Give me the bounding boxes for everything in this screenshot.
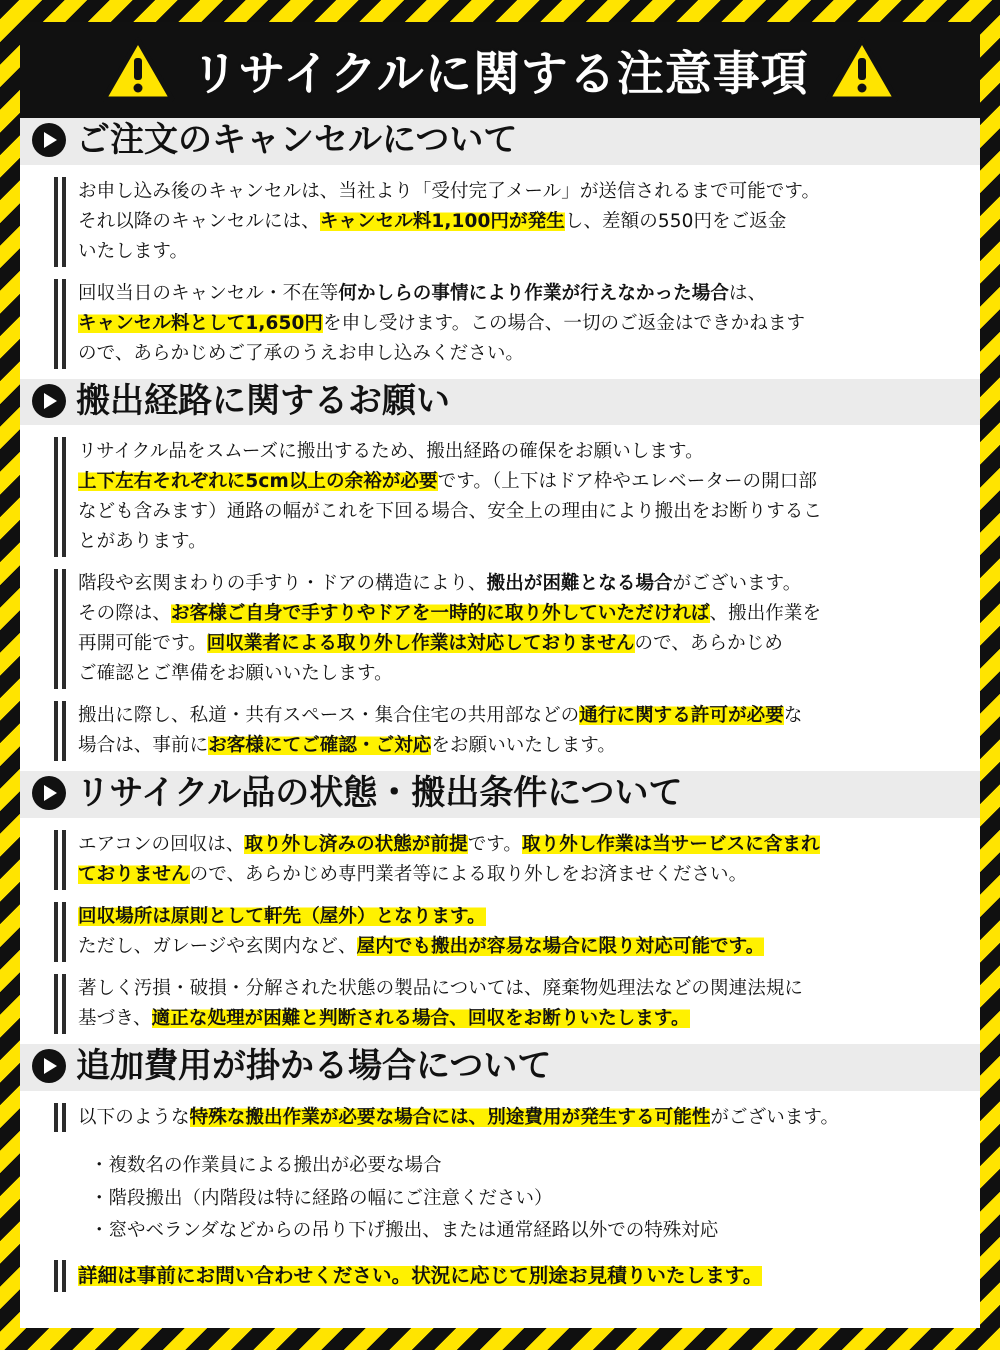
text-block [54, 830, 980, 890]
block-rule-marker [54, 701, 66, 761]
paragraph [78, 279, 805, 369]
highlighted-text: 特殊な搬出作業が必要な場合には、別途費用が発生する可能性 [189, 1106, 711, 1128]
body-text: し、差額の550円をご返金 [564, 210, 787, 232]
body-text: がございます。 [672, 573, 802, 595]
bold-text: 何かしらの事情により作業が行えなかった場合 [338, 282, 730, 304]
highlighted-text: 詳細は事前にお問い合わせください。状況に応じて別途お見積りいたします。 [78, 1263, 763, 1287]
bold-text: 搬出が困難となる場合 [486, 573, 673, 595]
block-rule-marker [54, 830, 66, 890]
paragraph [78, 974, 803, 1034]
text-block [54, 974, 980, 1034]
body-text: 、搬出作業を [709, 603, 822, 625]
body-text: いたします。 [78, 240, 189, 262]
highlighted-text: 取り外し作業は当サービスに含まれ [522, 833, 820, 855]
section-spacer [20, 761, 980, 771]
body-text: 階段や玄関まわりの手すり・ドアの構造により、 [78, 573, 487, 595]
list-item: ・ 階段搬出（内階段は特に経路の幅にご注意ください） [90, 1183, 718, 1215]
block-rule-marker [54, 974, 66, 1034]
play-triangle-icon [32, 123, 66, 157]
body-text: なども含みます）通路の幅がこれを下回る場合、安全上の理由により搬出をお断りするこ [78, 501, 823, 523]
highlighted-text: 屋内でも搬出が容易な場合に限り対応可能です。 [356, 935, 765, 957]
text-block [54, 437, 980, 557]
body-text: です。（上下はドア枠やエレベーターの開口部 [437, 471, 817, 493]
body-text: リサイクル品をスムーズに搬出するため、搬出経路の確保をお願いします。 [78, 441, 704, 463]
body-text: を申し受けます。この場合、一切のご返金はできかねます [323, 312, 806, 334]
paragraph [78, 177, 820, 267]
highlighted-text: ておりません [78, 863, 190, 885]
body-text: です。 [467, 833, 523, 855]
bullet-list-block [90, 1144, 980, 1247]
section-title: ご注文のキャンセルについて [76, 120, 518, 160]
warning-triangle-icon [825, 37, 899, 103]
body-text: 以下のような [78, 1106, 190, 1128]
highlighted-text: 回収業者による取り外し作業は対応しておりません [206, 633, 635, 655]
block-rule-marker [54, 177, 66, 267]
body-text: ので、あらかじめ専門業者等による取り外しをお済ませください。 [189, 863, 748, 885]
body-text: とがあります。 [78, 531, 207, 553]
section-title: リサイクル品の状態・搬出条件について [76, 773, 683, 814]
block-rule-marker [54, 437, 66, 557]
body-text: ので、あらかじめご了承のうえお申し込みください。 [78, 342, 525, 364]
body-text: は、 [729, 282, 767, 304]
body-text: をお願いいたします。 [431, 735, 616, 757]
bullet-list [90, 1150, 718, 1247]
list-item: ・ 窓やベランダなどからの吊り下げ搬出、または通常経路以外での特殊対応 [90, 1215, 718, 1247]
text-block [54, 177, 980, 267]
body-text: 再開可能です。 [78, 633, 207, 655]
highlighted-text: 適正な処理が困難と判断される場合、回収をお断りいたします。 [151, 1007, 690, 1029]
play-triangle-icon [32, 1049, 66, 1083]
body-text: エアコンの回収は、 [78, 833, 245, 855]
paragraph [78, 437, 822, 557]
block-rule-marker [54, 1260, 66, 1292]
body-text: ご確認とご準備をお願いいたします。 [78, 663, 393, 685]
sections-container [20, 118, 980, 1302]
text-block [54, 569, 980, 689]
highlighted-text: キャンセル料として1,650円 [78, 312, 324, 334]
body-text: 場合は、事前に [78, 735, 209, 757]
section-spacer [20, 1034, 980, 1044]
section-header-route [20, 379, 980, 426]
section-title: 追加費用が掛かる場合について [76, 1045, 552, 1086]
block-rule-marker [54, 569, 66, 689]
highlighted-text: 通行に関する許可が必要 [579, 705, 784, 727]
play-triangle-icon [32, 776, 66, 810]
section-header-cancel [20, 118, 980, 165]
section-header-condition [20, 771, 980, 818]
body-text: 基づき、 [78, 1007, 152, 1029]
text-block [54, 902, 980, 962]
footer-note-block [54, 1260, 980, 1292]
footer-note [78, 1260, 762, 1292]
section-header-extra-fee [20, 1044, 980, 1091]
paragraph [78, 701, 803, 761]
text-block [54, 1103, 980, 1133]
highlighted-text: キャンセル料1,100円が発生 [319, 210, 565, 232]
text-block [54, 279, 980, 369]
body-text: それ以降のキャンセルには、 [78, 210, 320, 232]
body-text: 回収当日のキャンセル・不在等 [78, 282, 339, 304]
highlighted-text: 上下左右それぞれに5cm以上の余裕が必要 [78, 471, 438, 493]
body-text: ただし、ガレージや玄関内など、 [78, 935, 357, 957]
play-triangle-icon [32, 384, 66, 418]
list-item: ・ 複数名の作業員による搬出が必要な場合 [90, 1150, 718, 1182]
paragraph [78, 902, 764, 962]
paragraph [78, 1103, 839, 1133]
section-spacer [20, 1292, 980, 1302]
body-text: な [783, 705, 803, 727]
warning-triangle-icon [101, 37, 175, 103]
page-title: リサイクルに関する注意事項 [191, 46, 809, 102]
title-banner [20, 22, 980, 118]
block-rule-marker [54, 1103, 66, 1133]
highlighted-text: 取り外し済みの状態が前提 [244, 833, 468, 855]
highlighted-text: 回収場所は原則として軒先（屋外）となります。 [78, 905, 486, 927]
body-text: がございます。 [710, 1106, 840, 1128]
body-text: 搬出に際し、私道・共有スペース・集合住宅の共用部などの [78, 705, 580, 727]
document-body [20, 22, 980, 1328]
section-title: 搬出経路に関するお願い [76, 380, 450, 421]
highlighted-text: お客様ご自身で手すりやドアを一時的に取り外していただければ [171, 603, 710, 625]
body-text: 著しく汚損・破損・分解された状態の製品については、廃棄物処理法などの関連法規に [78, 977, 804, 999]
text-block [54, 701, 980, 761]
section-spacer [20, 369, 980, 379]
block-rule-marker [54, 902, 66, 962]
body-text: お申し込み後のキャンセルは、当社より「受付完了メール」が送信されるまで可能です。 [78, 180, 821, 202]
paragraph [78, 569, 821, 689]
highlighted-text: お客様にてご確認・ご対応 [208, 735, 432, 757]
block-rule-marker [54, 279, 66, 369]
body-text: ので、あらかじめ [634, 633, 783, 655]
paragraph [78, 830, 820, 890]
body-text: その際は、 [78, 603, 172, 625]
